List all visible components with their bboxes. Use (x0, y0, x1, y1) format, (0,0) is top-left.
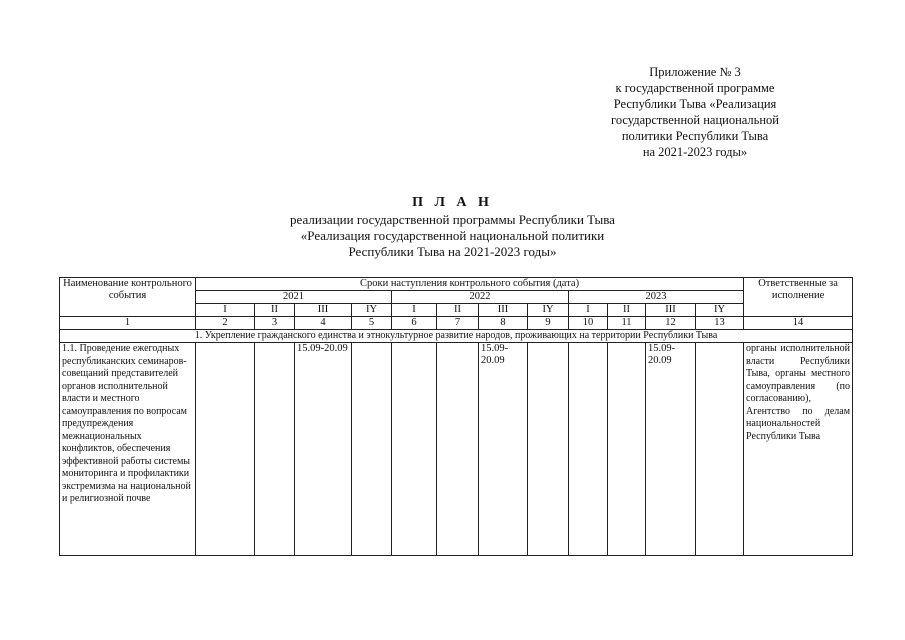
empty-cell (352, 343, 392, 556)
column-number: 6 (392, 317, 437, 330)
header-quarter: I (196, 304, 255, 317)
event-name-cell: 1.1. Проведение ежегодных республиканских семинаров-совещаний представителей органов исполнительной власти и местного самоуправления по вопросам предупреждения межнациональных конфликтов, обеспечения эффективной работы системы мониторинга и профилактики экстремизма на национальной и религиозной почве (60, 343, 196, 556)
column-number: 10 (569, 317, 608, 330)
date-cell-2023-q3: 15.09-20.09 (646, 343, 696, 556)
column-number: 3 (255, 317, 295, 330)
empty-cell (437, 343, 479, 556)
date-cell-2022-q3: 15.09-20.09 (479, 343, 528, 556)
header-year: 2022 (392, 291, 569, 304)
header-quarter: IY (352, 304, 392, 317)
header-quarter: IY (696, 304, 744, 317)
plan-title: П Л А Н (412, 195, 493, 210)
appendix-line: Республики Тыва «Реализация (613, 97, 777, 111)
column-number: 2 (196, 317, 255, 330)
appendix-line: государственной национальной (611, 113, 779, 127)
column-number: 8 (479, 317, 528, 330)
appendix-block (560, 64, 830, 160)
header-event-name: Наименование контрольного события (60, 278, 196, 317)
column-number: 4 (295, 317, 352, 330)
date-cell-2021-q3: 15.09-20.09 (295, 343, 352, 556)
header-quarter: II (608, 304, 646, 317)
header-quarter: I (569, 304, 608, 317)
header-deadlines: Сроки наступления контрольного события (дата) (196, 278, 744, 291)
column-number: 7 (437, 317, 479, 330)
header-year: 2021 (196, 291, 392, 304)
empty-cell (392, 343, 437, 556)
column-number: 9 (528, 317, 569, 330)
empty-cell (608, 343, 646, 556)
appendix-line: Приложение № 3 (649, 65, 741, 79)
responsible-cell: органы исполнительной власти Республики Тыва, органы местного самоуправления (по согласованию), Агентство по делам национальностей Республики Тыва (744, 343, 853, 556)
empty-cell (696, 343, 744, 556)
appendix-line: к государственной программе (615, 81, 775, 95)
header-quarter: II (437, 304, 479, 317)
appendix-line: на 2021-2023 годы» (642, 145, 748, 159)
column-number: 1 (60, 317, 196, 330)
column-number: 5 (352, 317, 392, 330)
empty-cell (528, 343, 569, 556)
header-quarter: III (295, 304, 352, 317)
plan-table (59, 277, 853, 556)
plan-subtitle-line: реализации государственной программы Республики Тыва (290, 212, 615, 227)
header-quarter: III (479, 304, 528, 317)
section-title: 1. Укрепление гражданского единства и этнокультурное развитие народов, проживающих на территории Республики Тыва (60, 330, 853, 343)
column-number: 13 (696, 317, 744, 330)
table-row (60, 343, 853, 556)
plan-subtitle-line: Республики Тыва на 2021-2023 годы» (348, 244, 557, 259)
column-number: 11 (608, 317, 646, 330)
plan-subtitle-line: «Реализация государственной национальной политики (300, 228, 605, 243)
header-responsible: Ответственные за исполнение (744, 278, 853, 317)
column-number: 12 (646, 317, 696, 330)
empty-cell (569, 343, 608, 556)
header-quarter: II (255, 304, 295, 317)
empty-cell (196, 343, 255, 556)
plan-subtitle (0, 212, 905, 260)
appendix-line: политики Республики Тыва (621, 129, 769, 143)
header-quarter: I (392, 304, 437, 317)
header-quarter: IY (528, 304, 569, 317)
column-number: 14 (744, 317, 853, 330)
header-quarter: III (646, 304, 696, 317)
header-year: 2023 (569, 291, 744, 304)
empty-cell (255, 343, 295, 556)
